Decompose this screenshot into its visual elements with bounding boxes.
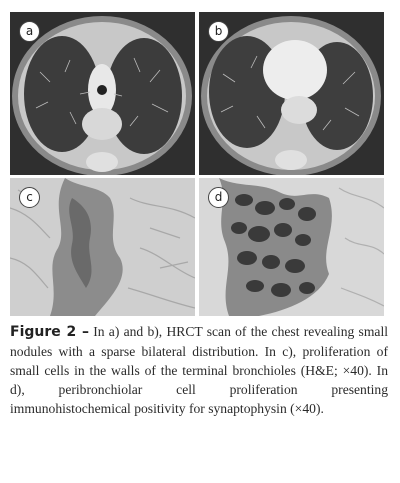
caption-text: In a) and b), HRCT scan of the chest revealing small nodules with a sparse bilateral distribution. In c), proliferation of small cells in the walls of the terminal bronchioles (H&E; ×40). In d), peribronchiolar cell proliferation presenting immunohistochemical positivity for synaptophysin (×40). <box>10 324 389 416</box>
panel-label-a: a <box>19 21 40 42</box>
figure-number: Figure 2 – <box>10 324 89 340</box>
histology-image-c <box>10 178 195 316</box>
panel-label-c: c <box>19 187 40 208</box>
ct-scan-image-a <box>10 12 195 175</box>
ct-scan-image-b <box>199 12 384 175</box>
panel-label-b: b <box>208 21 229 42</box>
figure <box>10 12 384 316</box>
histology-image-d <box>199 178 384 316</box>
panel-label-d: d <box>208 187 229 208</box>
figure-caption <box>10 322 388 418</box>
